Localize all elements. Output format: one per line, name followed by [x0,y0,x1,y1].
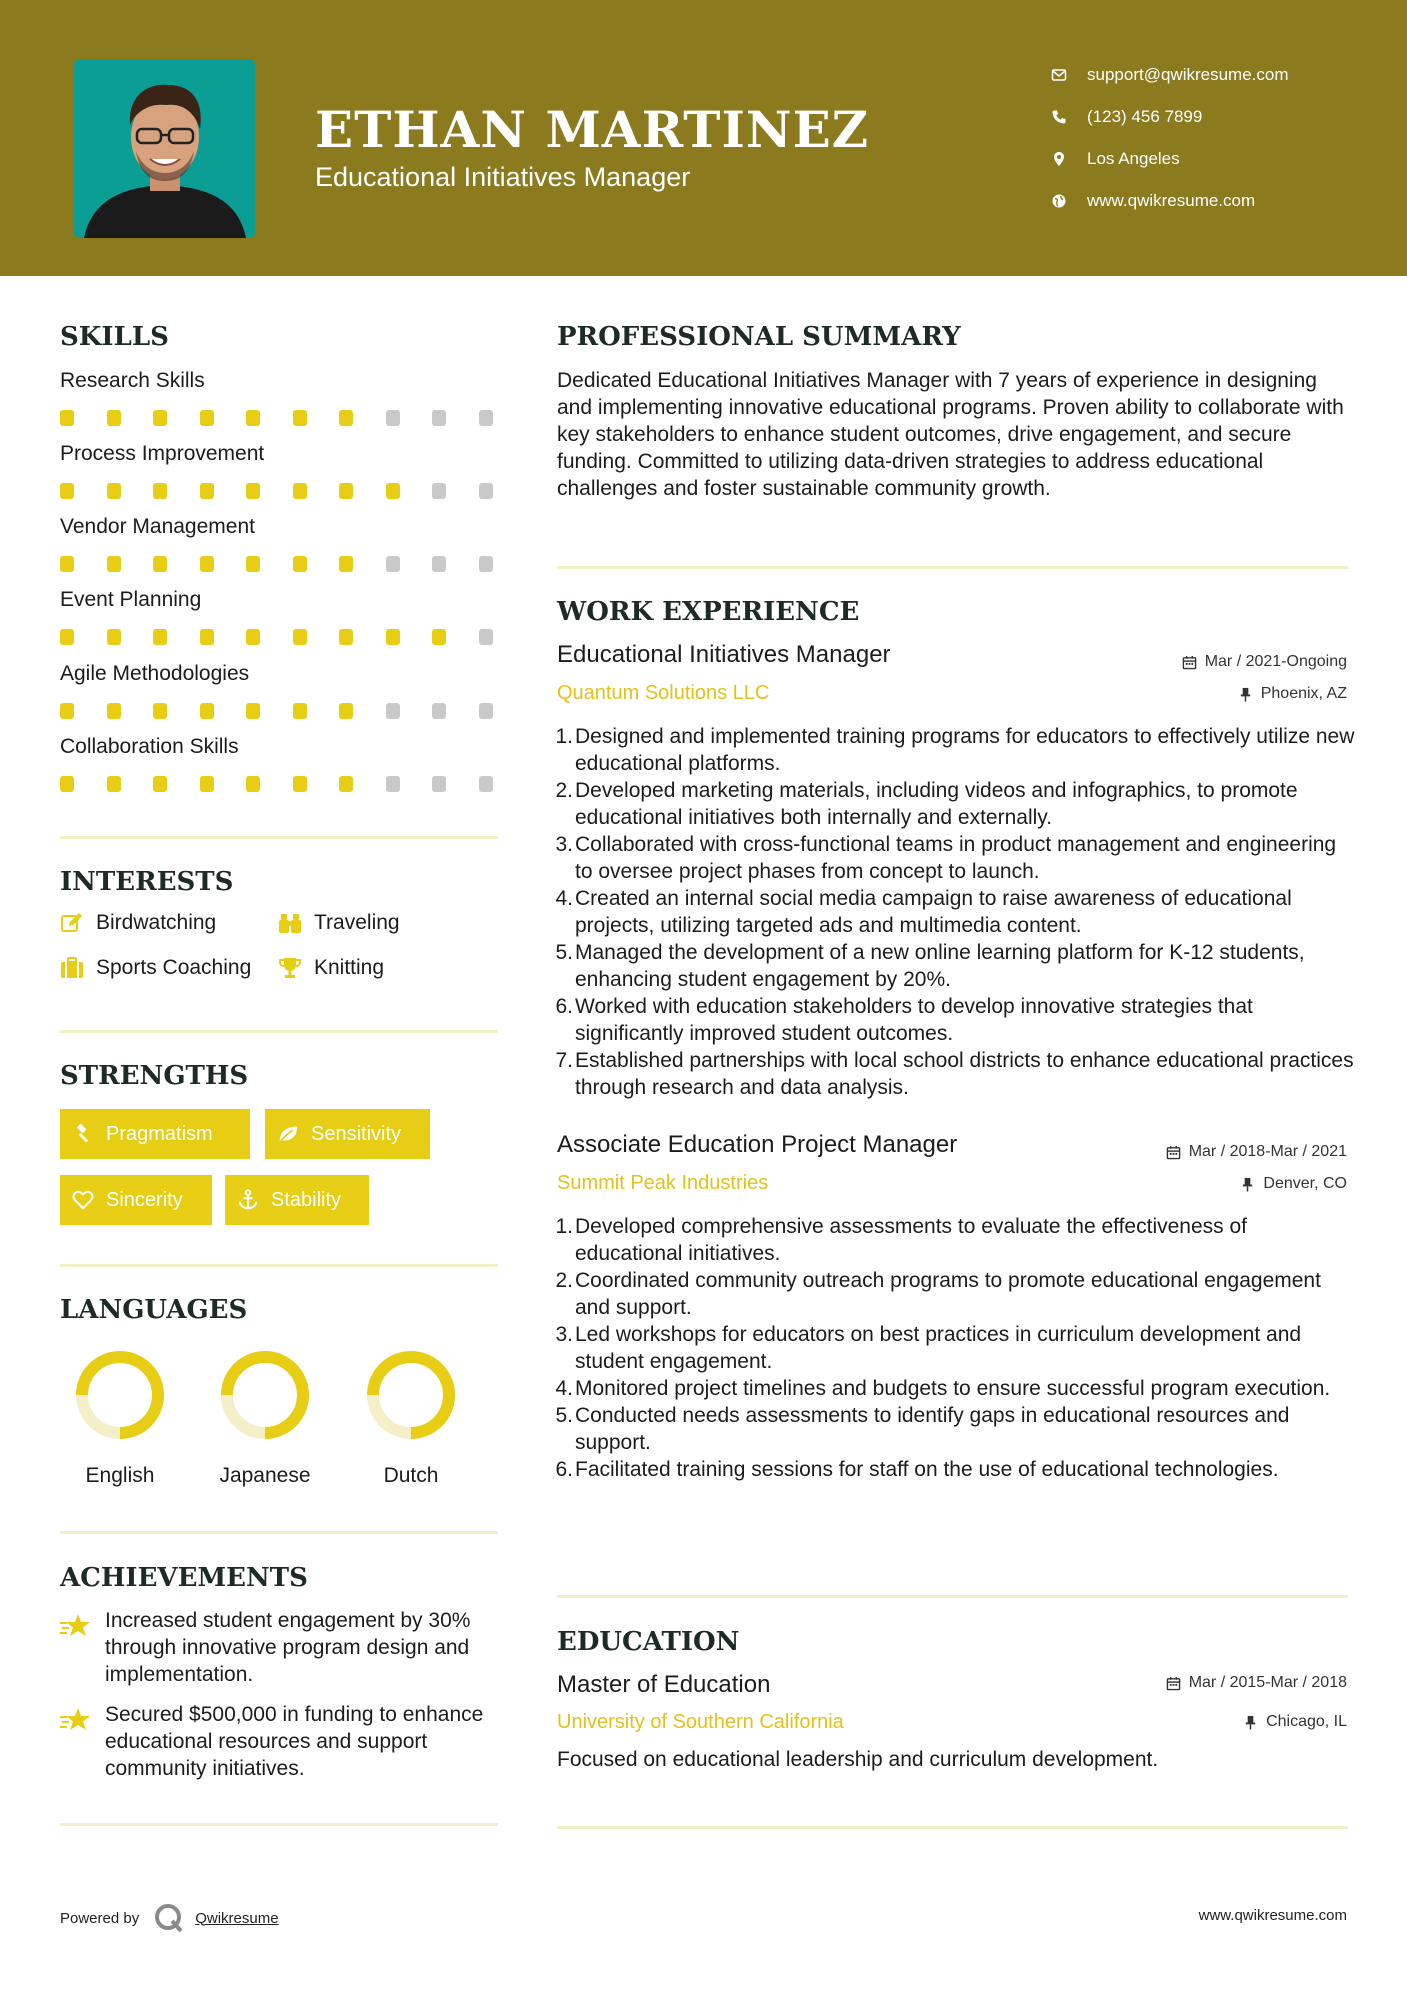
rating-dot-empty [479,629,493,645]
footer-url[interactable]: www.qwikresume.com [1198,1907,1347,1924]
rating-dot-filled [60,483,74,499]
achievement-text: Increased student engagement by 30% through innovative program design and implementation. [105,1609,471,1686]
language-ring [364,1348,458,1442]
rating-dot-filled [153,410,167,426]
rating-dot-filled [60,703,74,719]
job-dates-text: Mar / 2018-Mar / 2021 [1188,1143,1347,1160]
rating-dot-filled [60,410,74,426]
rating-dot-empty [479,410,493,426]
strength-tag [60,1109,250,1159]
job-title: Associate Education Project Manager [557,1131,958,1158]
education-dates [1166,1674,1347,1692]
contact-email[interactable] [1051,54,1289,96]
qwikresume-logo-icon [153,1902,185,1934]
rating-dot-filled [293,703,307,719]
strength-label: Pragmatism [106,1122,213,1145]
rating-dot-filled [107,483,121,499]
job-location [1240,1175,1347,1193]
rating-dot-empty [432,703,446,719]
language-name: English [85,1464,155,1487]
contact-website[interactable] [1051,180,1289,222]
divider [60,836,498,839]
strength-label: Stability [271,1188,342,1211]
education-description: Focused on educational leadership and curriculum development. [557,1748,1159,1771]
contact-email-text: support@qwikresume.com [1087,65,1289,84]
education-dates-text: Mar / 2015-Mar / 2018 [1188,1674,1347,1691]
bullet-item: 6. Worked with education stakeholders to develop innovative strategies that significantly improved student outcomes. [555,995,1253,1045]
calendar-icon [1166,1676,1181,1691]
bullet-item: 2. Developed marketing materials, including videos and infographics, to promote educational initiatives both internally and externally. [555,779,1298,829]
skill-name: Agile Methodologies [60,662,250,685]
interest-label: Birdwatching [96,911,217,934]
skill-item [60,585,500,615]
rating-dot-filled [200,483,214,499]
anchor-icon [237,1189,271,1211]
divider [60,1823,498,1826]
profile-photo [74,59,255,238]
job-bullets [557,1213,1357,1483]
rating-dot-filled [200,703,214,719]
rating-dot-empty [386,703,400,719]
school-name: University of Southern California [557,1711,844,1733]
rating-dot-filled [339,483,353,499]
skills-title: SKILLS [60,322,169,352]
rating-dot-filled [107,703,121,719]
rating-dot-empty [432,410,446,426]
strength-label: Sensitivity [311,1122,402,1145]
candidate-role: Educational Initiatives Manager [315,162,691,192]
skill-item [60,366,500,396]
heart-icon [72,1189,106,1211]
rating-dot-empty [432,776,446,792]
bullet-item: 4. Created an internal social media campaign to raise awareness of educational projects, utilizing targeted ads and multimedia content. [555,887,1292,937]
education-title: EDUCATION [557,1627,740,1657]
calendar-icon [1166,1145,1181,1160]
header-banner [0,0,1407,276]
star-icon [60,1701,105,1782]
rating-dot-filled [107,629,121,645]
divider [60,1030,498,1033]
rating-dot-filled [60,629,74,645]
rating-dot-filled [339,410,353,426]
rating-dot-filled [246,776,260,792]
job-location [1238,685,1347,703]
rating-dot-filled [293,483,307,499]
language-name: Dutch [383,1464,439,1487]
job-location-text: Denver, CO [1263,1175,1347,1192]
interest-label: Knitting [314,956,385,979]
skill-item [60,512,500,542]
rating-dot-filled [60,776,74,792]
bullet-item: 3. Collaborated with cross-functional teams in product management and engineering to oversee project phases from concept to launch. [555,833,1337,883]
skill-name: Process Improvement [60,442,265,465]
experience-title: WORK EXPERIENCE [557,597,860,627]
rating-dot-filled [339,776,353,792]
summary-title: PROFESSIONAL SUMMARY [557,322,961,352]
map-pin-icon [1051,151,1087,167]
qwikresume-link[interactable]: Qwikresume [195,1909,279,1927]
contact-location-text: Los Angeles [1087,149,1180,168]
language-item [341,1348,481,1488]
job-dates [1166,1143,1347,1161]
phone-icon [1051,109,1087,125]
rating-dot-filled [432,629,446,645]
job-location-text: Phoenix, AZ [1260,685,1347,702]
interest-item [278,956,384,980]
pushpin-icon [1238,687,1253,702]
interests-title: INTERESTS [60,867,234,897]
degree-title: Master of Education [557,1671,771,1698]
rating-dot-empty [432,483,446,499]
binoculars-icon [278,911,314,935]
skill-name: Event Planning [60,588,202,611]
briefcase-icon [60,956,96,980]
skill-item [60,732,500,762]
divider [557,566,1348,569]
contact-location [1051,138,1289,180]
rating-dot-empty [479,776,493,792]
strengths-title: STRENGTHS [60,1061,249,1091]
education-location [1243,1713,1347,1731]
rating-dot-filled [246,629,260,645]
rating-dot-filled [293,410,307,426]
rating-dot-filled [153,776,167,792]
language-item [50,1348,190,1488]
skill-name: Vendor Management [60,515,255,538]
interest-item [60,956,251,980]
rating-dot-empty [479,483,493,499]
bullet-item: 1. Designed and implemented training programs for educators to effectively utilize new educational platforms. [555,725,1355,775]
rating-dot-filled [339,703,353,719]
bullet-item: 6. Facilitated training sessions for staff on the use of educational technologies. [555,1458,1279,1481]
rating-dot-empty [386,776,400,792]
language-ring [73,1348,167,1442]
rating-dot-filled [246,410,260,426]
bullet-item: 2. Coordinated community outreach programs to promote educational engagement and support. [555,1269,1321,1319]
trophy-icon [278,956,314,980]
rating-dot-filled [107,776,121,792]
rating-dot-filled [386,483,400,499]
achievement-item [60,1607,500,1688]
company-name: Quantum Solutions LLC [557,682,770,704]
rating-dot-filled [107,410,121,426]
bullet-item: 5. Conducted needs assessments to identify gaps in educational resources and support. [555,1404,1290,1454]
divider [557,1595,1348,1598]
language-ring [218,1348,312,1442]
rating-dot-filled [153,483,167,499]
language-item [195,1348,335,1488]
globe-icon [1051,193,1087,209]
envelope-icon [1051,67,1087,83]
contact-phone-text: (123) 456 7899 [1087,107,1203,126]
rating-dot-filled [246,483,260,499]
language-name: Japanese [219,1464,311,1487]
rating-dot-filled [293,629,307,645]
contact-list [1051,54,1289,222]
strength-label: Sincerity [106,1188,183,1211]
languages-title: LANGUAGES [60,1295,248,1325]
bullet-item: 5. Managed the development of a new online learning platform for K-12 students, enhancing student engagement by 20%. [555,941,1305,991]
rating-dot-filled [293,556,307,572]
job-bullets [557,723,1357,1101]
pushpin-icon [1243,1715,1258,1730]
contact-website-text: www.qwikresume.com [1087,191,1256,210]
rating-dot-filled [107,556,121,572]
rating-dot-filled [246,703,260,719]
skill-name: Research Skills [60,369,205,392]
calendar-icon [1182,655,1197,670]
strength-tag [265,1109,430,1159]
skill-item [60,659,500,689]
pushpin-icon [1240,1177,1255,1192]
summary-text: Dedicated Educational Initiatives Manager with 7 years of experience in designing and implementing innovative educational programs. Proven ability to collaborate with key stakeholders to enhance student outcomes, drive engagement, and secure funding. Committed to utilizing data-driven strategies to address educational challenges and foster sustainable community growth. [557,369,1344,500]
rating-dot-filled [339,629,353,645]
achievements-title: ACHIEVEMENTS [60,1563,308,1593]
rating-dot-filled [200,410,214,426]
rating-dot-filled [153,629,167,645]
bullet-item: 4. Monitored project timelines and budgets to ensure successful program execution. [555,1377,1331,1400]
education-location-text: Chicago, IL [1266,1713,1347,1730]
rating-dot-filled [339,556,353,572]
rating-dot-filled [293,776,307,792]
rating-dot-filled [60,556,74,572]
divider [60,1531,498,1534]
divider [557,1826,1348,1829]
strength-tag [60,1175,212,1225]
interest-label: Sports Coaching [96,956,252,979]
rating-dot-filled [153,556,167,572]
powered-by-label: Powered by [60,1909,140,1927]
divider [60,1264,498,1267]
rating-dot-filled [246,556,260,572]
interest-item [278,911,400,935]
footer-branding [60,1902,279,1934]
job-dates-text: Mar / 2021-Ongoing [1204,653,1347,670]
rating-dot-empty [386,556,400,572]
achievement-item [60,1701,500,1782]
rating-dot-filled [386,629,400,645]
strength-tag [225,1175,369,1225]
leaf-icon [277,1123,311,1145]
job-title: Educational Initiatives Manager [557,641,891,668]
job-dates [1182,653,1347,671]
rating-dot-filled [153,703,167,719]
rating-dot-empty [479,703,493,719]
rating-dot-empty [432,556,446,572]
bullet-item: 3. Led workshops for educators on best practices in curriculum development and student engagement. [555,1323,1302,1373]
pencil-icon [60,911,96,935]
achievement-text: Secured $500,000 in funding to enhance educational resources and support community initiatives. [105,1703,484,1780]
bullet-item: 1. Developed comprehensive assessments to evaluate the effectiveness of educational initiatives. [555,1215,1247,1265]
bullet-item: 7. Established partnerships with local school districts to enhance educational practices through research and data analysis. [555,1049,1354,1099]
rating-dot-empty [479,556,493,572]
rating-dot-empty [386,410,400,426]
rating-dot-filled [200,776,214,792]
skill-item [60,439,500,469]
company-name: Summit Peak Industries [557,1172,769,1194]
interest-label: Traveling [314,911,400,934]
star-icon [60,1607,105,1688]
contact-phone[interactable] [1051,96,1289,138]
interest-item [60,911,216,935]
rating-dot-filled [200,556,214,572]
rating-dot-filled [200,629,214,645]
skill-name: Collaboration Skills [60,735,239,758]
candidate-name: ETHAN MARTINEZ [315,100,870,159]
gavel-icon [72,1123,106,1145]
